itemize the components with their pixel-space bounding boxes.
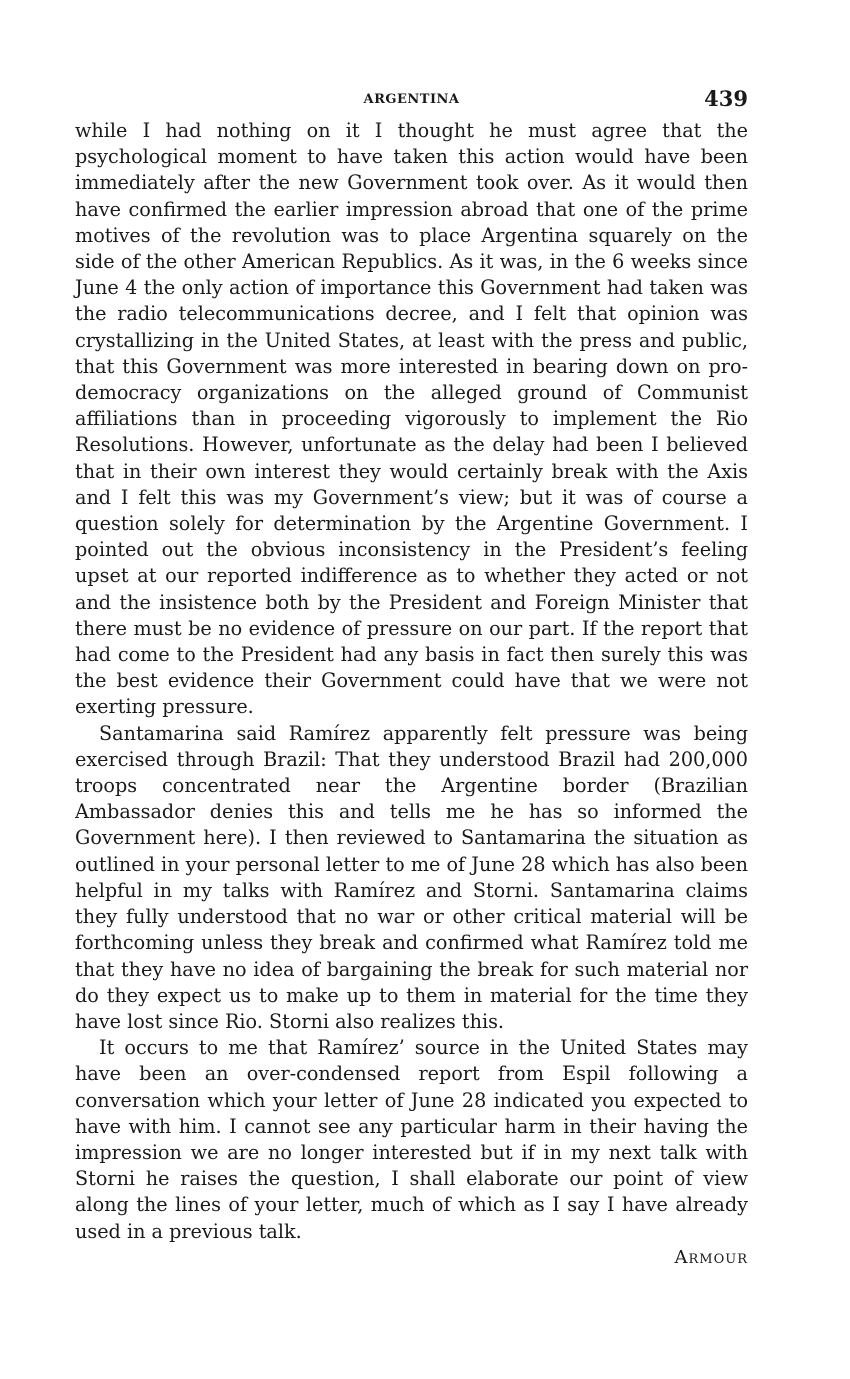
paragraph: It occurs to me that Ramírez’ source in the United States may have been an over-condensed report from Espil following a conversation which your letter of June 28 indicated you expected to have with him. I cannot see any particular harm in their having the impression we are no longer interested but if in my next talk with Storni he raises the question, I shall elaborate our point of view along the lines of your letter, much of which as I say I have already used in a previous talk. bbox=[75, 1036, 748, 1243]
document-page bbox=[75, 86, 748, 1268]
running-head-title: ARGENTINA bbox=[363, 92, 460, 107]
running-head bbox=[75, 86, 748, 116]
signature: Armour bbox=[674, 1246, 748, 1268]
page-number: 439 bbox=[704, 86, 748, 111]
paragraph: Santamarina said Ramírez apparently felt pressure was being exercised through Brazil: That they understood Brazil had 200,000 troops concentrated near the Argentine border (Brazilian Ambassador denies this and tells me he has so informed the Government here). I then reviewed to Santamarina the situation as outlined in your personal letter to me of June 28 which has also been helpful in my talks with Ramírez and Storni. Santamarina claims they fully understood that no war or other critical material will be forthcoming unless they break and confirmed what Ramírez told me that they have no idea of bargaining the break for such material nor do they expect us to make up to them in material for the time they have lost since Rio. Storni also realizes this. bbox=[75, 721, 748, 1033]
body-text bbox=[75, 118, 748, 1245]
paragraph-continued: while I had nothing on it I thought he must agree that the psychological moment to have taken this action would have been immediately after the new Government took over. As it would then have confirmed the earlier impression abroad that one of the prime motives of the revolution was to place Argentina squarely on the side of the other American Republics. As it was, in the 6 weeks since June 4 the only action of importance this Government had taken was the radio telecommunications decree, and I felt that opinion was crystallizing in the United States, at least with the press and public, that this Government was more interested in bearing down on pro-democracy organizations on the alleged ground of Communist affiliations than in proceeding vigorously to implement the Rio Resolutions. However, unfortunate as the delay had been I believed that in their own interest they would certainly break with the Axis and I felt this was my Government’s view; but it was of course a question solely for determination by the Argentine Government. I pointed out the obvious inconsistency in the President’s feeling upset at our reported indifference as to whether they acted or not and the insistence both by the President and Foreign Minister that there must be no evidence of pressure on our part. If the report that had come to the President had any basis in fact then surely this was the best evidence their Government could have that we were not exerting pressure. bbox=[75, 119, 748, 719]
